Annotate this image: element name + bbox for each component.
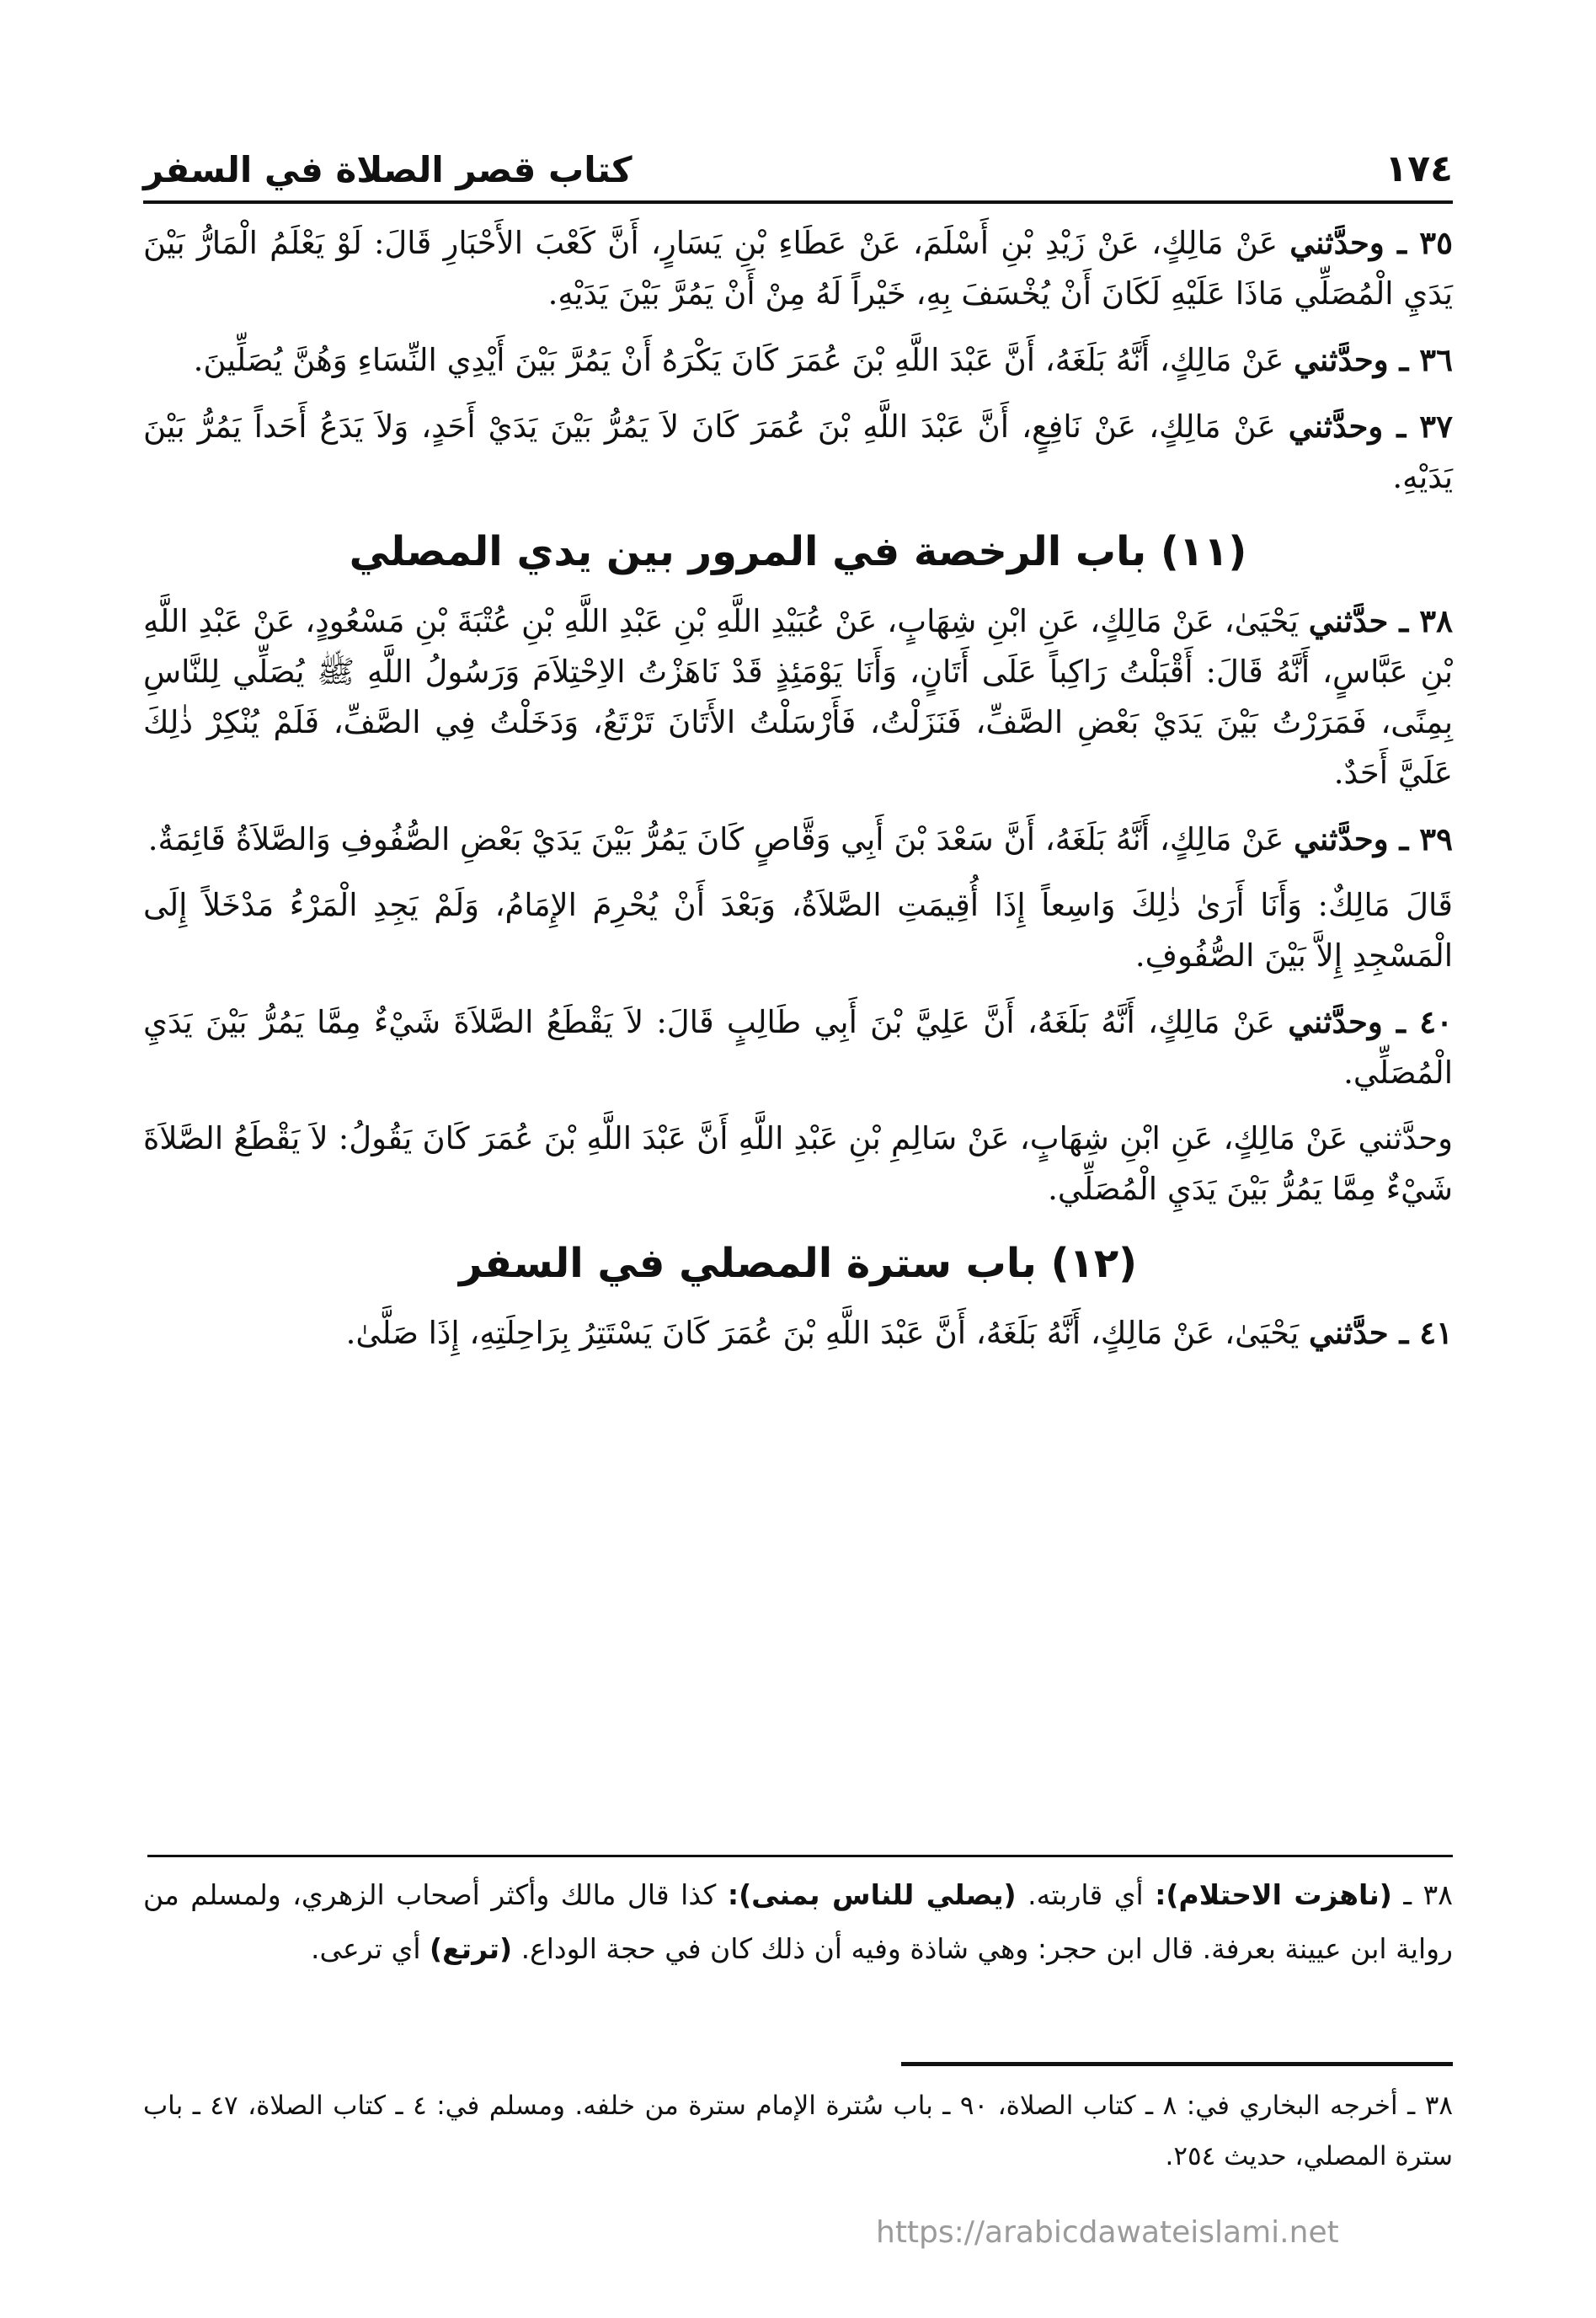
hadith-text: عَنْ مَالِكٍ، عَنْ زَيْدِ بْنِ أَسْلَمَ، عَنْ عَطَاءِ بْنِ يَسَارٍ، أَنَّ كَعْبَ الأَحْبَارِ قَالَ: لَوْ يَعْلَمُ الْمَارُّ بَيْنَ يَدَيِ الْمُصَلِّي مَاذَا عَلَيْهِ لَكَانَ أَنْ يُخْسَفَ بِهِ، خَيْراً لَهُ مِنْ أَنْ يَمُرَّ بَيْنَ يَدَيْهِ. bbox=[143, 225, 1453, 312]
note-text: أي قاربته. bbox=[1028, 1878, 1144, 1911]
hadith-lead: ٣٧ ـ وحدَّثني bbox=[1288, 408, 1453, 445]
hadith-38 bbox=[143, 596, 1453, 798]
hadith-text: عَنْ مَالِكٍ، أَنَّهُ بَلَغَهُ، أَنَّ عَبْدَ اللَّهِ بْنَ عُمَرَ كَانَ يَكْرَهُ أَنْ يَمُرَّ بَيْنَ أَيْدِي النِّسَاءِ وَهُنَّ يُصَلِّينَ. bbox=[193, 342, 1284, 378]
hadith-35 bbox=[143, 217, 1453, 319]
hadith-lead: ٣٩ ـ وحدَّثني bbox=[1294, 820, 1453, 857]
hadith-text: يَحْيَىٰ، عَنْ مَالِكٍ، أَنَّهُ بَلَغَهُ، أَنَّ عَبْدَ اللَّهِ بْنَ عُمَرَ كَانَ يَسْتَتِرُ بِرَاحِلَتِهِ، إِذَا صَلَّىٰ. bbox=[345, 1315, 1300, 1351]
hadith-37 bbox=[143, 401, 1453, 503]
hadith-lead: ٣٥ ـ وحدَّثني bbox=[1289, 224, 1454, 261]
hadith-lead: ٤٠ ـ وحدَّثني bbox=[1288, 1003, 1453, 1040]
source-reference: ٣٨ ـ أخرجه البخاري في: ٨ ـ كتاب الصلاة، ٩٠ ـ باب سُترة الإمام سترة من خلفه. ومسلم في: ٤ ـ كتاب الصلاة، ٤٧ ـ باب سترة المصلي، حديث ٢٥٤. bbox=[143, 2091, 1453, 2171]
hadith-lead: ٣٦ ـ وحدَّثني bbox=[1294, 341, 1453, 378]
footnote-rule bbox=[901, 2062, 1453, 2066]
hadith-40 bbox=[143, 996, 1453, 1098]
page-header bbox=[143, 126, 1453, 190]
hadith-lead: ٤١ ـ حدَّثني bbox=[1309, 1314, 1453, 1351]
comment-text: قَالَ مَالِكٌ: وَأَنَا أَرَىٰ ذٰلِكَ وَاسِعاً إِذَا أُقِيمَتِ الصَّلاَةُ، وَبَعْدَ أَنْ يُحْرِمَ الإِمَامُ، وَلَمْ يَجِدِ الْمَرْءُ مَدْخَلاً إِلَى الْمَسْجِدِ إِلاَّ بَيْنَ الصُّفُوفِ. bbox=[143, 887, 1453, 974]
note-text: كذا قال مالك وأكثر أصحاب الزهري، ولمسلم من رواية ابن عيينة بعرفة. قال ابن حجر: وهي شاذة وفيه أن ذلك كان في حجة الوداع. bbox=[143, 1878, 1453, 1965]
hadith-text: عَنْ مَالِكٍ، أَنَّهُ بَلَغَهُ، أَنَّ سَعْدَ بْنَ أَبِي وَقَّاصٍ كَانَ يَمُرُّ بَيْنَ يَدَيْ بَعْضِ الصُّفُوفِ وَالصَّلاَةُ قَائِمَةٌ. bbox=[147, 821, 1284, 857]
hadith-39 bbox=[143, 814, 1453, 865]
running-title: كتاب قصر الصلاة في السفر bbox=[143, 149, 633, 190]
note-text: أي ترعى. bbox=[310, 1932, 421, 1965]
explanatory-note bbox=[143, 1868, 1453, 1976]
note-number: ٣٨ ـ bbox=[1403, 1878, 1453, 1911]
note-term: (ناهزت الاحتلام): bbox=[1155, 1878, 1392, 1911]
chapter-heading-11: (١١) باب الرخصة في المرور بين يدي المصلي bbox=[349, 528, 1247, 575]
hadith-text: عَنْ مَالِكٍ، عَنْ نَافِعٍ، أَنَّ عَبْدَ اللَّهِ بْنَ عُمَرَ كَانَ لاَ يَمُرُّ بَيْنَ يَدَيْ أَحَدٍ، وَلاَ يَدَعُ أَحَداً يَمُرُّ بَيْنَ يَدَيْهِ. bbox=[143, 409, 1453, 495]
notes-rule bbox=[147, 1855, 1453, 1857]
hadith-41 bbox=[143, 1307, 1453, 1359]
hadith-text: يَحْيَىٰ، عَنْ مَالِكٍ، عَنِ ابْنِ شِهَابٍ، عَنْ عُبَيْدِ اللَّهِ بْنِ عَبْدِ اللَّهِ بْنِ عُتْبَةَ بْنِ مَسْعُودٍ، عَنْ عَبْدِ اللَّهِ بْنِ عَبَّاسٍ، أَنَّهُ قَالَ: أَقْبَلْتُ رَاكِباً عَلَى أَتَانٍ، وَأَنَا يَوْمَئِذٍ قَدْ نَاهَزْتُ الاِحْتِلاَمَ وَرَسُولُ اللَّهِ ﷺ يُصَلِّي لِلنَّاسِ بِمِنًى، فَمَرَرْتُ بَيْنَ يَدَيْ بَعْضِ الصَّفِّ، فَنَزَلْتُ، فَأَرْسَلْتُ الأَتَانَ تَرْتَعُ، وَدَخَلْتُ فِي الصَّفِّ، فَلَمْ يُنْكِرْ ذٰلِكَ عَلَيَّ أَحَدٌ. bbox=[143, 603, 1453, 791]
note-term: (يصلي للناس بمنى): bbox=[727, 1878, 1017, 1911]
hadith-36 bbox=[143, 334, 1453, 386]
header-rule bbox=[143, 200, 1453, 204]
chapter-heading-12: (١٢) باب سترة المصلي في السفر bbox=[458, 1240, 1138, 1287]
page-number: ١٧٤ bbox=[1385, 147, 1453, 190]
watermark-url: https://arabicdawateislami.net bbox=[876, 2215, 1339, 2250]
hadith-text: عَنْ مَالِكٍ، أَنَّهُ بَلَغَهُ، أَنَّ عَلِيَّ بْنَ أَبِي طَالِبٍ قَالَ: لاَ يَقْطَعُ الصَّلاَةَ شَيْءٌ مِمَّا يَمُرُّ بَيْنَ يَدَيِ الْمُصَلِّي. bbox=[143, 1004, 1453, 1091]
hadith-lead: ٣٨ ـ حدَّثني bbox=[1308, 602, 1454, 639]
hadith-40-addendum bbox=[143, 1114, 1453, 1215]
hadith-text: وحدَّثني عَنْ مَالِكٍ، عَنِ ابْنِ شِهَابٍ، عَنْ سَالِمِ بْنِ عَبْدِ اللَّهِ أَنَّ عَبْدَ اللَّهِ بْنَ عُمَرَ كَانَ يَقُولُ: لاَ يَقْطَعُ الصَّلاَةَ شَيْءٌ مِمَّا يَمُرُّ بَيْنَ يَدَيِ الْمُصَلِّي. bbox=[143, 1120, 1453, 1207]
malik-comment bbox=[143, 880, 1453, 981]
note-term: (ترتع) bbox=[430, 1932, 513, 1965]
main-text bbox=[143, 217, 1453, 1374]
